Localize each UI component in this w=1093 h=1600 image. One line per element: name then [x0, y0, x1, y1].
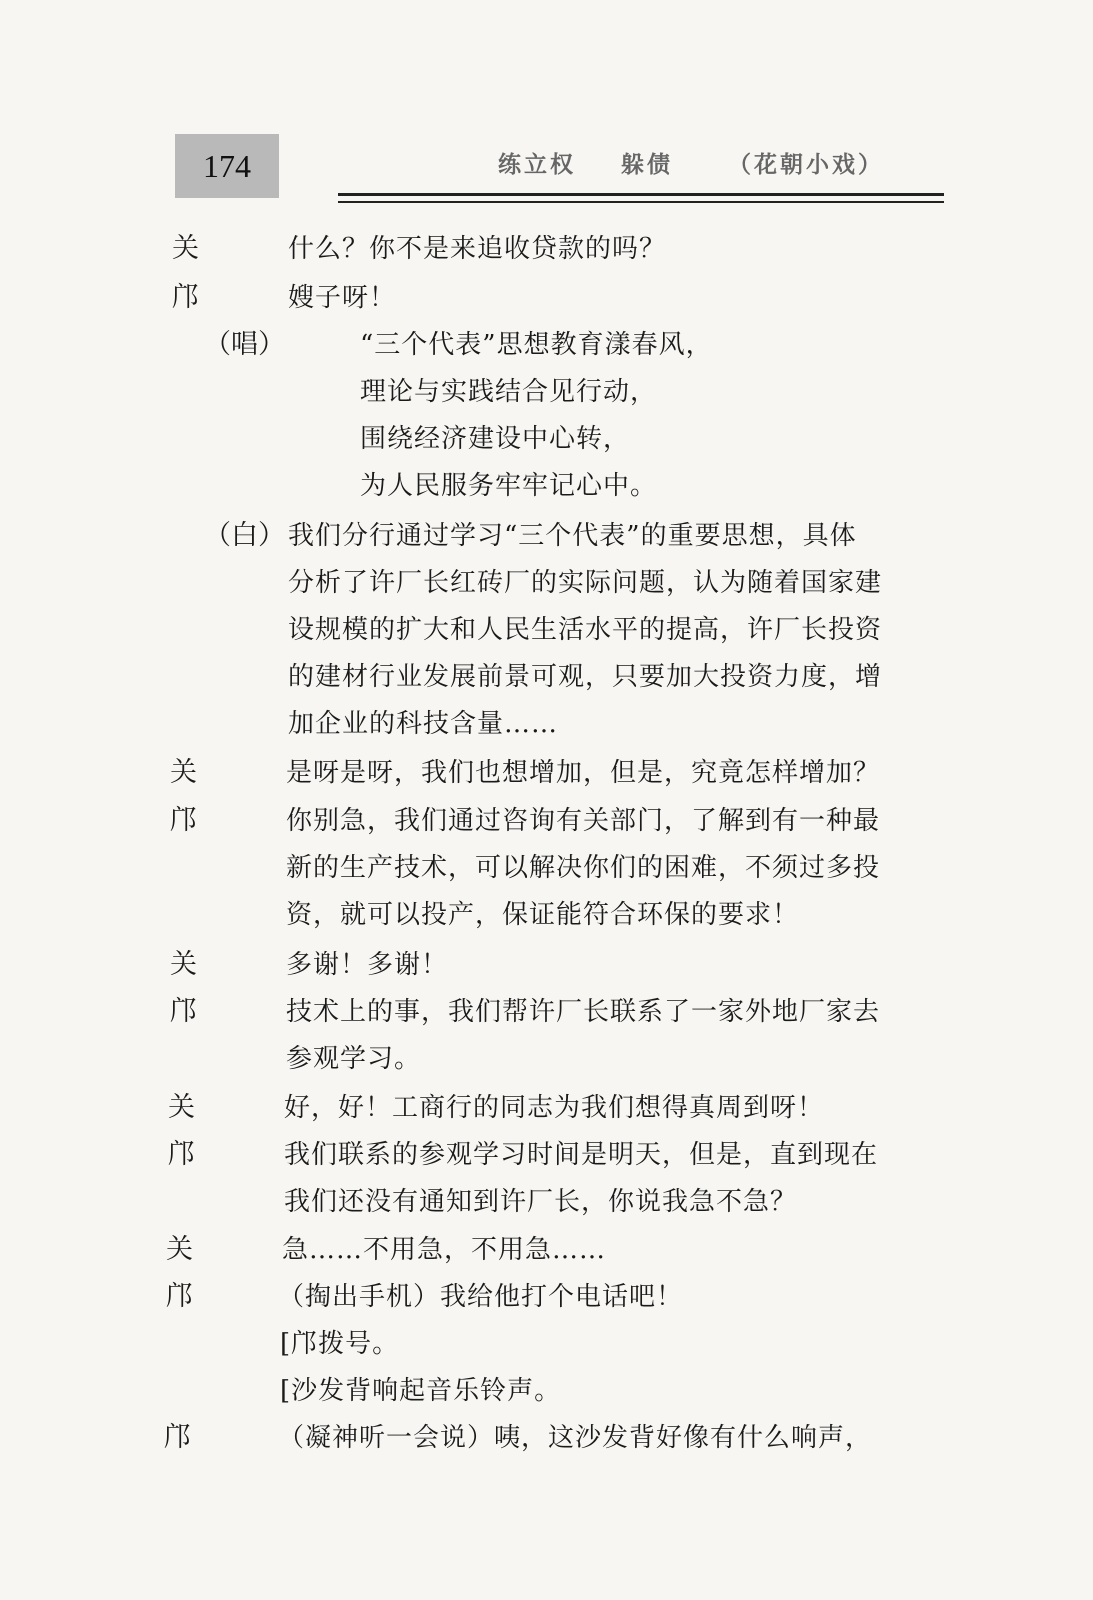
dialogue-line: 你别急，我们通过咨询有关部门，了解到有一种最	[286, 806, 881, 836]
header-rule-thin	[338, 201, 944, 203]
song-line: 围绕经济建设中心转，	[360, 424, 631, 454]
dialogue-line: 我们分行通过学习“三个代表”的重要思想，具体	[288, 521, 857, 551]
speaker-label: 邝	[166, 1281, 193, 1312]
dialogue-line: 什么？你不是来追收贷款的吗？	[288, 234, 667, 264]
running-head-title: 躲债	[621, 151, 674, 178]
dialogue-line: 分析了许厂长红砖厂的实际问题，认为随着国家建	[288, 568, 883, 598]
speaker-label: 关	[168, 1092, 195, 1123]
dialogue-line: 技术上的事，我们帮许厂长联系了一家外地厂家去	[286, 997, 881, 1027]
stage-direction: [邝拨号。	[280, 1329, 400, 1359]
dialogue-line: 设规模的扩大和人民生活水平的提高，许厂长投资	[288, 615, 883, 645]
song-line: 理论与实践结合见行动，	[360, 377, 658, 407]
speaker-label: 邝	[170, 996, 197, 1027]
speaker-label: 邝	[170, 805, 197, 836]
dialogue-line: 参观学习。	[286, 1044, 422, 1074]
running-head-author: 练立权	[498, 151, 576, 178]
speaker-label: 邝	[164, 1422, 191, 1453]
dialogue-line: 新的生产技术，可以解决你们的困难，不须过多投	[286, 853, 881, 883]
dialogue-line: 我们还没有通知到许厂长，你说我急不急？	[284, 1187, 798, 1217]
dialogue-line: （掏出手机）我给他打个电话吧！	[278, 1282, 684, 1312]
dialogue-line: 是呀是呀，我们也想增加，但是，究竟怎样增加？	[286, 758, 881, 788]
dialogue-line: 加企业的科技含量……	[288, 709, 559, 739]
speaker-label: 邝	[168, 1139, 195, 1170]
song-line: “三个代表”思想教育漾春风，	[360, 330, 713, 360]
dialogue-line: 资，就可以投产，保证能符合环保的要求！	[286, 900, 800, 930]
page-number	[175, 134, 279, 198]
speaker-label: 关	[166, 1234, 193, 1265]
stage-cue-sing: （唱）	[204, 329, 285, 360]
dialogue-line: 我们联系的参观学习时间是明天，但是，直到现在	[284, 1140, 879, 1170]
dialogue-line: （凝神听一会说）咦，这沙发背好像有什么响声，	[278, 1423, 873, 1453]
speaker-label: 关	[172, 233, 199, 264]
stage-direction: [沙发背响起音乐铃声。	[280, 1376, 562, 1406]
page-number-text: 174	[203, 147, 251, 184]
speaker-label: 关	[170, 757, 197, 788]
dialogue-line: 多谢！多谢！	[286, 950, 449, 980]
running-head-genre: （花朝小戏）	[728, 151, 885, 178]
dialogue-line: 的建材行业发展前景可观，只要加大投资力度，增	[288, 662, 883, 692]
song-line: 为人民服务牢牢记心中。	[360, 471, 658, 501]
stage-cue-speak: （白）	[204, 520, 285, 551]
dialogue-line: 好，好！工商行的同志为我们想得真周到呀！	[284, 1093, 825, 1123]
speaker-label: 关	[170, 949, 197, 980]
dialogue-line: 急……不用急，不用急……	[282, 1235, 607, 1265]
dialogue-line: 嫂子呀！	[288, 283, 397, 313]
header-rule-thick	[338, 193, 944, 196]
speaker-label: 邝	[172, 282, 199, 313]
running-head	[498, 146, 884, 179]
